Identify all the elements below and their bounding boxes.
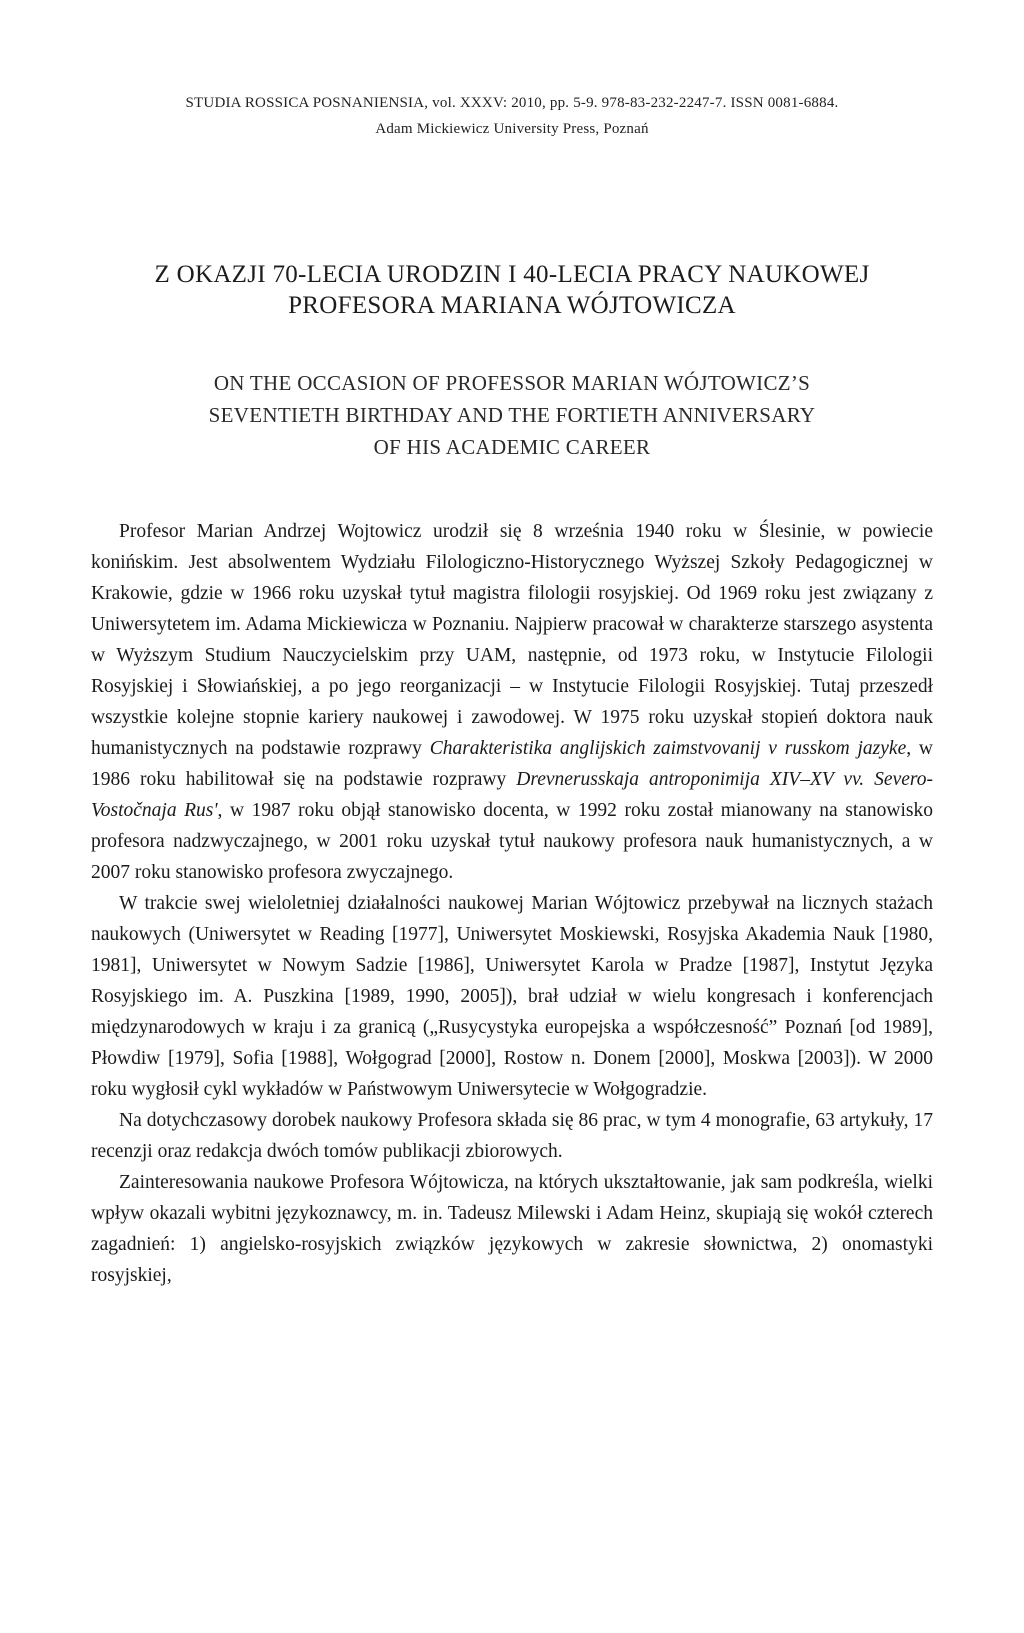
paragraph-internships: W trakcie swej wieloletniej działalności naukowej Marian Wójtowicz przebywał na licznych stażach naukowych (Uniwersytet w Reading [1977], Uniwersytet Moskiewski, Rosyjska Akademia Nauk [1980, 1981], Uniwersytet w Nowym Sadzie [1986], Uniwersytet Karola w Pradze [1987], Instytut Języka Rosyjskiego im. A. Puszkina [1989, 1990, 2005]), brał udział w wielu kongresach i konferencjach międzynarodowych w kraju i za granicą („Rusycystyka europejska a współczesność” Poznań [od 1989], Płowdiw [1979], Sofia [1988], Wołgograd [2000], Rostow n. Donem [2000], Moskwa [2003]). W 2000 roku wygłosił cykl wykładów w Państwowym Uniwersytecie w Wołgogradzie. xyxy=(91,893,933,1100)
journal-header xyxy=(0,90,1024,142)
journal-citation-line: STUDIA ROSSICA POSNANIENSIA, vol. XXXV: 2010, pp. 5-9. 978-83-232-2247-7. ISSN 0081-6884. xyxy=(185,95,839,111)
title-english-line-1: ON THE OCCASION OF PROFESSOR MARIAN WÓJTOWICZ’S xyxy=(213,371,811,395)
paragraph-biography-text-b: , w 1986 roku habilitował się na podstawie rozprawy xyxy=(91,738,933,790)
title-polish-line-1: Z OKAZJI 70-LECIA URODZIN I 40-LECIA PRACY NAUKOWEJ xyxy=(154,261,870,288)
title-english-line-3: OF HIS ACADEMIC CAREER xyxy=(373,435,651,459)
title-english-line-2: SEVENTIETH BIRTHDAY AND THE FORTIETH ANNIVERSARY xyxy=(208,403,816,427)
paragraph-biography-text-c: , w 1987 roku objął stanowisko docenta, w 1992 roku został mianowany na stanowisko profesora nadzwyczajnego, w 2001 roku uzyskał tytuł naukowy profesora nauk humanistycznych, a w 2007 roku stanowisko profesora zwyczajnego. xyxy=(91,800,933,883)
paragraph-research-interests: Zainteresowania naukowe Profesora Wójtowicza, na których ukształtowanie, jak sam podkreśla, wielki wpływ okazali wybitni językoznawcy, m. in. Tadeusz Milewski i Adam Heinz, skupiają się wokół czterech zagadnień: 1) angielsko-rosyjskich związków językowych w zakresie słownictwa, 2) onomastyki rosyjskiej, xyxy=(91,1172,933,1286)
article-title-english xyxy=(60,367,964,463)
habilitation-title: Drevnerusskaja antroponimija XIV–XV vv. Severo-Vostočnaja Rus' xyxy=(91,769,933,821)
paragraph-publications: Na dotychczasowy dorobek naukowy Profesora składa się 86 prac, w tym 4 monografie, 63 artykuły, 17 recenzji oraz redakcja dwóch tomów publikacji zbiorowych. xyxy=(91,1110,933,1162)
publisher-line: Adam Mickiewicz University Press, Poznań xyxy=(375,121,649,137)
article-body xyxy=(91,516,933,1291)
dissertation-title: Charakteristika anglijskich zaimstvovanij v russkom jazyke xyxy=(429,738,907,759)
paragraph-biography-text-a: Profesor Marian Andrzej Wojtowicz urodził się 8 września 1940 roku w Ślesinie, w powiecie konińskim. Jest absolwentem Wydziału Filologiczno-Historycznego Wyższej Szkoły Pedagogicznej w Krakowie, gdzie w 1966 roku uzyskał tytuł magistra filologii rosyjskiej. Od 1969 roku jest związany z Uniwersytetem im. Adama Mickiewicza w Poznaniu. Najpierw pracował w charakterze starszego asystenta w Wyższym Studium Nauczycielskim przy UAM, następnie, od 1973 roku, w Instytucie Filologii Rosyjskiej i Słowiańskiej, a po jego reorganizacji – w Instytucie Filologii Rosyjskiej. Tutaj przeszedł wszystkie kolejne stopnie kariery naukowej i zawodowej. W 1975 roku uzyskał stopień doktora nauk humanistycznych na podstawie rozprawy xyxy=(91,521,933,759)
paragraph-biography xyxy=(91,516,933,888)
title-polish-line-2: PROFESORA MARIANA WÓJTOWICZA xyxy=(288,292,736,319)
article-title-polish xyxy=(60,259,964,321)
